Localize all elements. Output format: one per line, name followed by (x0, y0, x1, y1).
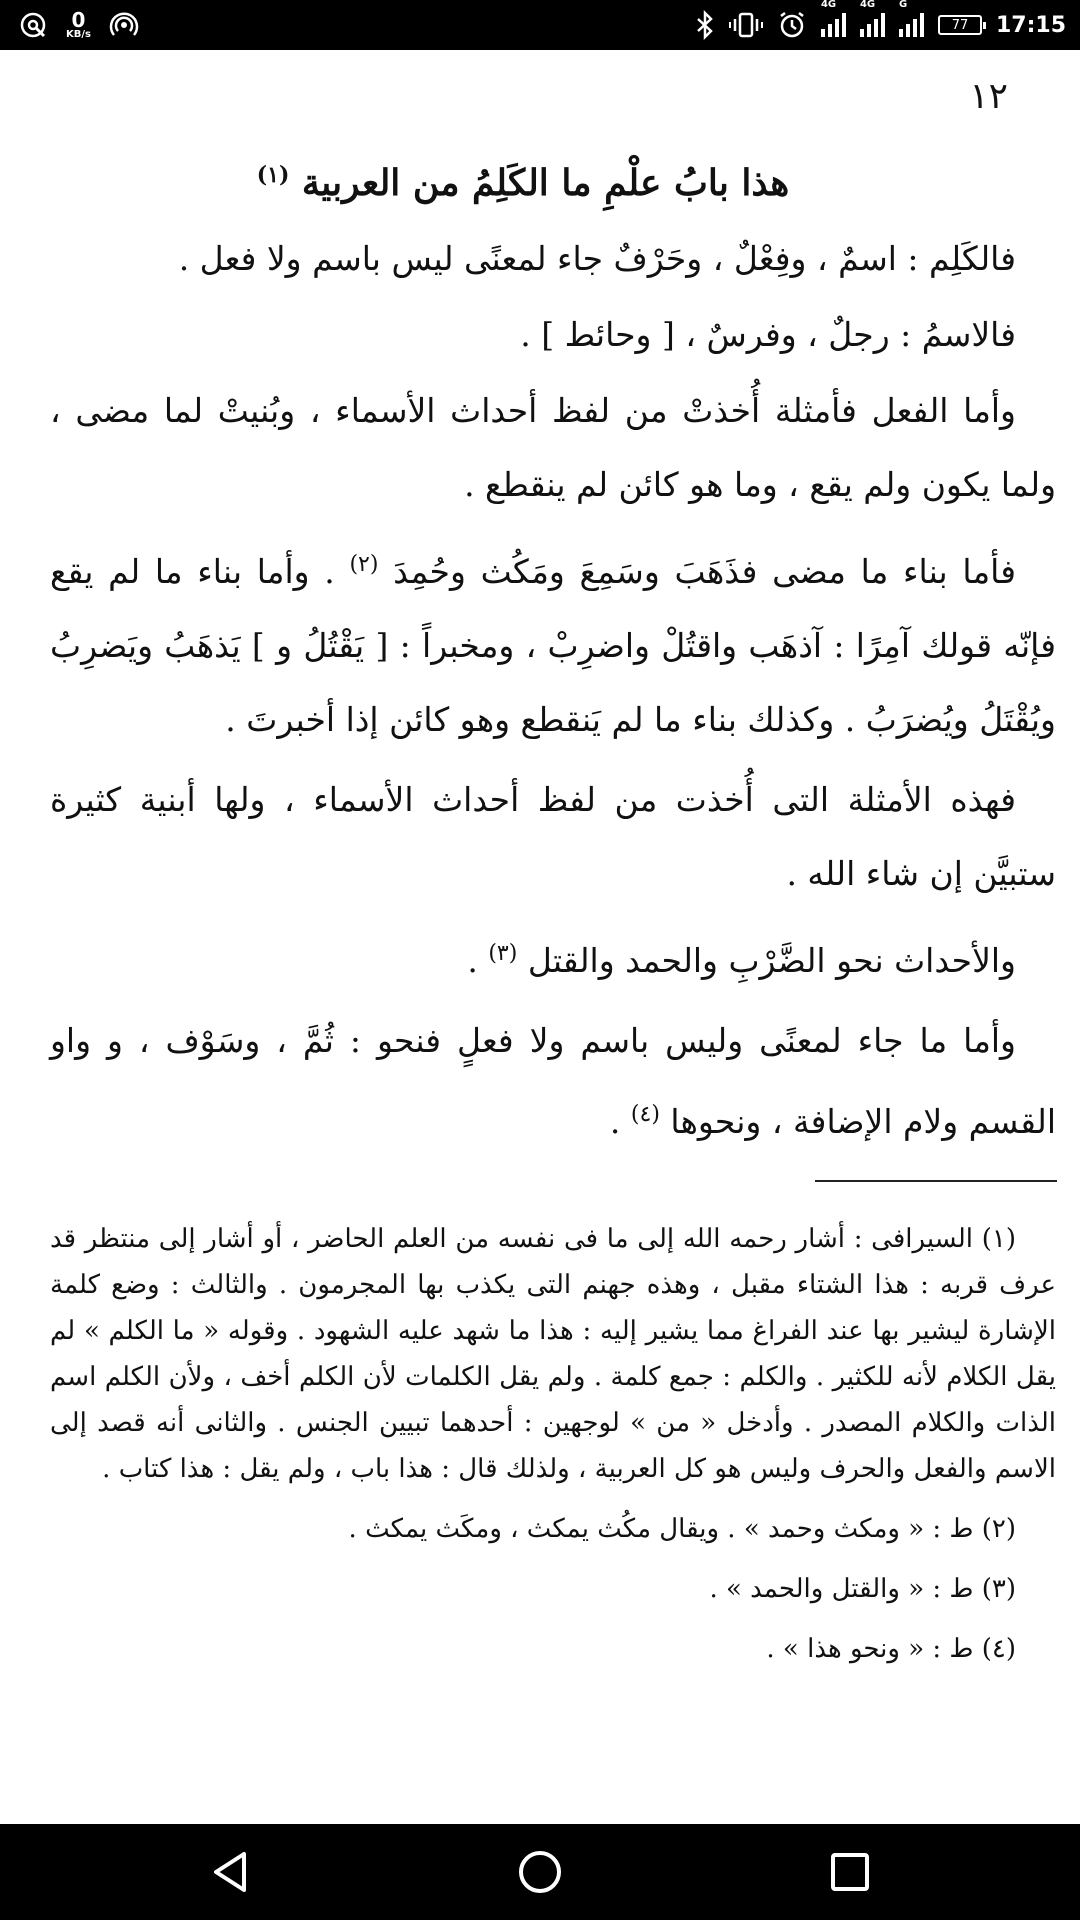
paragraph-text: والأحداث نحو الضَّرْبِ والحمد والقتل (527, 941, 1016, 980)
signal-strength-sim3 (898, 0, 924, 37)
footnote: (١) السيرافى : أشار رحمه الله إلى ما فى نفسه من العلم الحاضر ، أو أشار إلى منتظر قد عرف قربه : هذا الشتاء مقبل ، وهذه جهنم التى يكذب بها المجرمون . والثالث : وضع كلمة الإشارة ليشير بها عند الفراغ مما يشير إليه : هذا ما شهد عليه الشهود . وقوله « ما الكلم » لم يقل الكلام لأنه للكثير . والكلم : جمع كلمة . ولم يقل الكلمات لأن الكلم أخف ، ولأن الكلم اسم الذات والكلام المصدر . وأدخل « من » لوجهين : أحدهما تبيين الجنس . والثانى أنه قصد إلى الاسم والفعل والحرف وليس هو كل العربية ، ولذلك قال : هذا باب ، ولم يقل : هذا كتاب . (50, 1224, 1056, 1484)
signal-bars-icon (821, 13, 846, 37)
page-number: ١٢ (969, 76, 1008, 117)
signal-label-sim2: 4G (859, 0, 876, 10)
hotspot-icon (18, 10, 48, 40)
signal-bars-icon (860, 13, 885, 37)
paragraph-text: فالكَلِم : اسمٌ ، وفِعْلٌ ، وحَرْفٌ جاء لمعنًى ليس باسم ولا فعل . (178, 239, 1016, 278)
home-circle-icon (516, 1848, 564, 1896)
paragraph-text-continued: . وأما بناء ما لم يقع فإنّه قولك آمِرًا : آذهَب واقتُلْ واضرِبْ ، ومخبراً : [ يَقْتُلُ و ] يَذهَبُ ويَضرِبُ ويُقْتَلُ ويُضرَبُ . وكذلك بناء ما لم يَنقطع وهو كائن إذا أخبرتَ . (50, 552, 1056, 739)
paragraph (50, 528, 1056, 757)
signal-bars-icon (899, 13, 924, 37)
back-button[interactable] (208, 1848, 256, 1896)
network-speed-unit: KB/s (66, 29, 91, 40)
home-button[interactable] (516, 1848, 564, 1896)
status-time: 17:15 (995, 12, 1066, 38)
paragraph (50, 763, 1056, 911)
signal-label-sim1: 4G (820, 0, 837, 10)
footnote-ref: (٤) (630, 1102, 660, 1127)
signal-strength-sim1 (820, 0, 846, 37)
network-speed-value: 0 (71, 8, 86, 32)
battery-icon (938, 15, 982, 35)
footnote: (٢) ط : « ومكث وحمد » . ويقال مكُث يمكث ، ومكَث يمكث . (348, 1514, 1016, 1544)
paragraph-text: فأما بناء ما مضى فذَهَبَ وسَمِعَ ومَكُث وحُمِدَ (393, 552, 1016, 591)
paragraph (50, 374, 1056, 522)
network-speed (66, 10, 91, 40)
paragraph-text-continued: . (609, 1102, 621, 1141)
signal-strength-sim2 (859, 0, 885, 37)
paragraph (50, 298, 1056, 372)
signal-label-sim3: G (898, 0, 908, 10)
footnote-ref: (٣) (488, 941, 518, 966)
footnote: (٤) ط : « ونحو هذا » . (766, 1634, 1016, 1664)
alarm-icon (777, 10, 807, 40)
back-triangle-icon (208, 1848, 256, 1896)
recents-square-icon (826, 1848, 874, 1896)
footnote-divider (815, 1180, 1057, 1182)
page-body (50, 162, 1056, 1165)
paragraph (50, 222, 1056, 296)
footnotes-section (50, 1216, 1056, 1672)
paragraph-text: فهذه الأمثلة التى أُخذت من لفظ أحداث الأسماء ، ولها أبنية كثيرة ستبيَّن إن شاء الله . (50, 780, 1056, 893)
vibrate-icon (729, 10, 763, 40)
status-left-group (18, 0, 139, 50)
paragraph (50, 1004, 1056, 1159)
paragraph-text: وأما ما جاء لمعنًى وليس باسم ولا فعلٍ فنحو : ثُمَّ ، وسَوْف ، و واو القسم ولام الإضافة ، ونحوها (50, 1021, 1056, 1141)
paragraph-text-continued: . (467, 941, 478, 980)
wireless-hotspot-icon (109, 10, 139, 40)
battery-level: 77 (951, 17, 969, 33)
paragraph (50, 917, 1056, 998)
bluetooth-icon (695, 10, 715, 40)
footnote: (٣) ط : « والقتل والحمد » . (709, 1574, 1016, 1604)
navigation-bar (0, 1824, 1080, 1920)
chapter-heading-text: هذا بابُ علْمِ ما الكَلِمُ من العربية (301, 162, 790, 204)
chapter-heading (50, 162, 1056, 204)
paragraph-text: فالاسمُ : رجلٌ ، وفرسٌ ، [ وحائط ] . (520, 315, 1016, 354)
footnote-ref: (٢) (349, 552, 379, 577)
paragraph-text: وأما الفعل فأمثلة أُخذتْ من لفظ أحداث الأسماء ، وبُنيتْ لما مضى ، ولما يكون ولم يقع ، وما هو كائن لم ينقطع . (50, 391, 1056, 504)
document-page[interactable] (0, 50, 1080, 1824)
status-right-group (695, 0, 1066, 50)
status-bar (0, 0, 1080, 50)
recents-button[interactable] (826, 1848, 874, 1896)
footnote-ref: (١) (256, 162, 290, 188)
